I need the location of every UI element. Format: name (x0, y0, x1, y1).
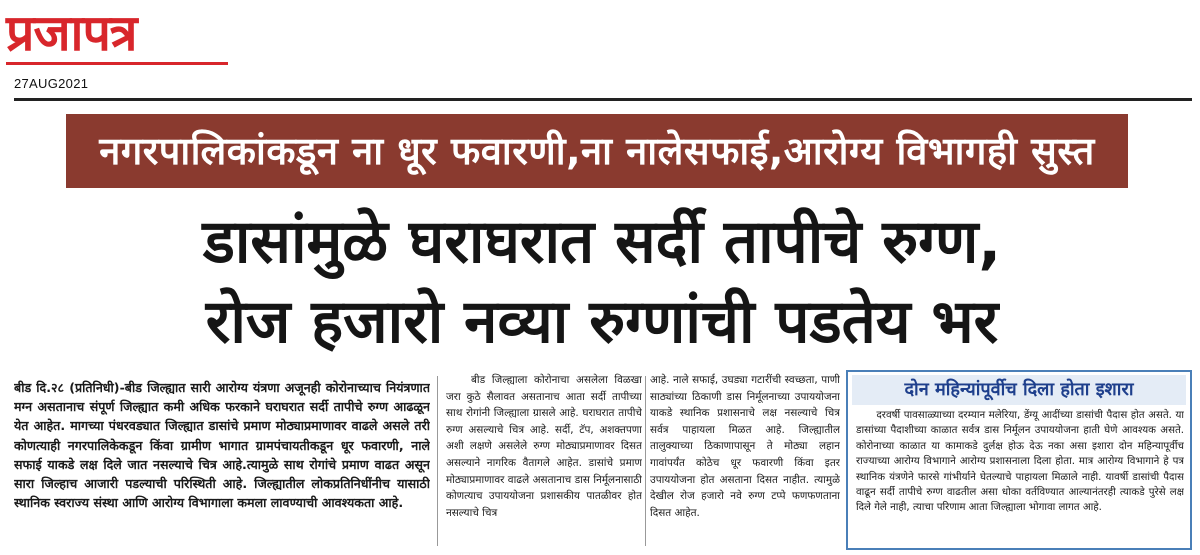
article-lead-paragraph: बीड दि.२८ (प्रतिनिधी)-बीड जिल्ह्यात सारी आरोग्य यंत्रणा अजूनही कोरोनाच्याच नियंत्रणात मग्न असतानाच संपूर्ण जिल्ह्यात कमी अधिक फरकाने घराघरात सर्दी तापीचे रुग्ण आढळून येत आहेत. मागच्या पंधरवड्यात जिल्ह्यात डासांचे प्रमाण मोठ्याप्रमाणावर वाढले असले तरी कोणत्याही नगरपालिकेकडून किंवा ग्रामीण भागात ग्रामपंचायतीकडून धूर फवारणी, नाले सफाई याकडे लक्ष दिले जात नसल्याचे चित्र आहे.त्यामुळे साथ रोगांचे प्रमाण वाढत असून सारा जिल्हाच आजारी पडल्याची परिस्थिती आहे. जिल्ह्यातील लोकप्रतिनिधींनीच यासाठी स्थानिक स्वराज्य संस्था आणि आरोग्य विभागाला कमला लावण्याची आवश्यकता आहे. (14, 380, 430, 511)
article-column-3: आहे. नाले सफाई, उघड्या गटारींची स्वच्छता, पाणी साठ्यांच्या ठिकाणी डास निर्मूलनाच्या उपाययोजना याकडे स्थानिक प्रशासनाचे लक्ष नसल्याचे चित्र सर्वत्र पाहायला मिळत आहे. जिल्ह्यातील तालुक्याच्या ठिकाणापासून ते मोठ्या लहान गावांपर्यंत कोठेच धूर फवारणी किंवा इतर उपाययोजना होत असताना दिसत नाहीत. त्यामुळे देखील रोज हजारो नवे रुग्ण टप्पे फणफणताना दिसत आहेत. (650, 374, 840, 519)
article-column-2: बीड जिल्ह्याला कोरोनाचा असलेला विळखा जरा कुठे सैलावत असतानाच आता सर्दी तापीच्या साथ रोगांनी जिल्ह्याला ग्रासले आहे. घराघरात तापीचे रुग्ण असल्याचे चित्र आहे. सर्दी, टॅप, अशक्तपणा अशी लक्षणे असलेले रुग्ण मोठ्याप्रमाणावर दिसत असल्याने नागरिक वैतागले आहेत. डासांचे प्रमाण मोठ्याप्रमाणावर वाढले असतानाच डास निर्मूलनासाठी कोणत्याच उपाययोजना प्रशासकीय पातळीवर होत नसल्याचे चित्र (446, 374, 642, 519)
masthead-underline (6, 62, 228, 65)
clipping-top-rule (14, 98, 1192, 101)
column-divider (645, 376, 646, 546)
headline-line-2: रोज हजारो नव्या रुग्णांची पडतेय भर (205, 287, 999, 357)
sidebar-box (846, 370, 1192, 550)
newspaper-masthead: प्रजापत्र (6, 4, 137, 62)
headline-line-1: डासांमुळे घराघरात सर्दी तापीचे रुग्ण, (202, 207, 1002, 277)
sidebar-text: दरवर्षी पावसाळ्याच्या दरम्यान मलेरिया, डेंग्यू आदींच्या डासांची पैदास होत असते. या डासांच्या पैदाशीच्या काळात सर्वत्र डास निर्मूलन उपाययोजना हाती घेणे आवश्यक असते. कोरोनाच्या काळात या कामाकडे दुर्लक्ष होऊ देऊ नका असा इशारा दोन महिन्यापूर्वीच राज्याच्या आरोग्य विभागाने आरोग्य प्रशासनाला दिला होता. मात्र आरोग्य विभागाने हे पत्र स्थानिक यंत्रणेने फारसे गांभीर्याने घेतल्याचे पाहायला मिळाले नाही. यावर्षी डासांची पैदास वाढून सर्दी तापीचे रुग्ण वाढतील असा धोका वर्तविण्यात आल्यानंतरही त्याकडे पुरेसे लक्ष दिले गेले नाही, त्याचा परिणाम आता जिल्ह्याला भोगावा लागत आहे. (856, 410, 1184, 514)
publication-date: 27AUG2021 (14, 76, 89, 91)
sidebar-title: दोन महिन्यांपूर्वीच दिला होता इशारा (852, 375, 1186, 405)
column-divider (437, 376, 438, 546)
article-kicker: नगरपालिकांकडून ना धूर फवारणी,ना नालेसफाई,आरोग्य विभागही सुस्त (66, 114, 1128, 188)
